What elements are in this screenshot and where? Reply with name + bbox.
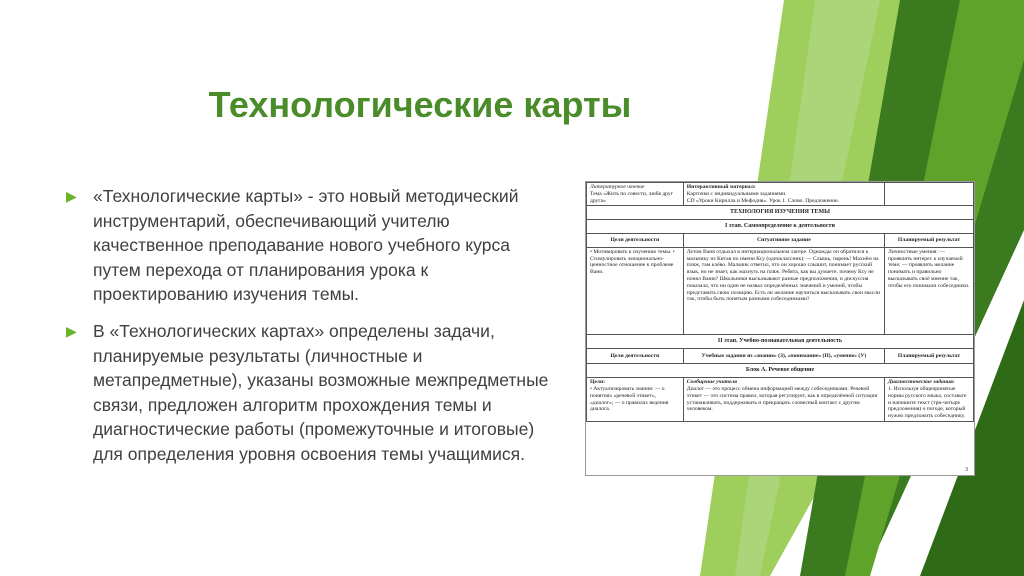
doc-s2-diag-title: Диагностические задания: — [887, 379, 955, 386]
document-header-table — [586, 182, 974, 422]
doc-s2-comm-text: Диалог — это процесс обмена информацией между собеседниками. Речевой этикет — это система правил, которая регулирует, как в определённой ситуации устанавливать, поддерживать и прекращать словесный контакт с другим человеком. — [686, 385, 878, 413]
bullet-text: «Технологические карты» - это новый методический инструментарий, обеспечивающий учителю качественное преподавание нового учебного курса путем перехода от планирования урока к проектированию изучения темы. — [93, 186, 519, 305]
doc-col2-task: Учебные задания из «знание» (З), «понимание» (П), «умение» (У) — [683, 348, 884, 364]
doc-stage-1: I этап. Самоопределение к деятельности — [587, 220, 974, 234]
doc-s2-goals-title: Цели: — [590, 379, 606, 386]
doc-s2-goals — [587, 378, 684, 422]
bullet-item — [66, 319, 556, 467]
doc-s1-goals: • Мотивировать к изучению темы. • Стимулировать эмоционально-ценностное отношение к проблеме Вани. — [587, 247, 684, 334]
doc-materials-1: Карточки с индивидуальными заданиями. — [686, 190, 787, 197]
bullet-text: В «Технологических картах» определены задачи, планируемые результаты (личностные и метапредметные), указаны возможные межпредметные связи, предложен алгоритм прохождения темы и диагностические работы (промежуточные и итоговые) для определения уровня освоения темы учащимися. — [93, 320, 549, 464]
triangle-bullet-icon: ▶ — [66, 188, 77, 204]
doc-page-number: 3 — [965, 467, 968, 473]
doc-s2-comm-title: Сообщение учителя — [686, 379, 738, 386]
doc-col-task: Ситуативное задание — [683, 233, 884, 247]
doc-materials-cell — [683, 183, 884, 206]
doc-stage-2: II этап. Учебно-познавательная деятельность — [587, 334, 974, 348]
doc-col2-result: Планируемый результат — [884, 348, 973, 364]
doc-s2-comm — [683, 378, 884, 422]
doc-materials-2: CD «Уроки Кирилла и Мефодия». Урок 1. Слово. Предложение. — [686, 197, 839, 204]
doc-topic: Тема «Жить по совести, любя друг друга» — [590, 190, 673, 204]
doc-col-result: Планируемый результат — [884, 233, 973, 247]
bullet-list — [66, 184, 556, 479]
doc-block-a: Блок А. Речевое общение — [587, 364, 974, 378]
doc-col2-goals: Цели деятельности — [587, 348, 684, 364]
bullet-item — [66, 184, 556, 307]
doc-s2-diag — [884, 378, 973, 422]
slide-title: Технологические карты — [208, 84, 632, 125]
doc-empty-cell — [884, 183, 973, 206]
triangle-bullet-icon: ▶ — [66, 322, 77, 339]
doc-heading: ТЕХНОЛОГИЯ ИЗУЧЕНИЯ ТЕМЫ — [587, 206, 974, 220]
doc-s2-goals-text: • Актуализировать знания: — о понятиях «речевой этикет», «диалог»; — о правилах ведения диалога. — [590, 385, 669, 413]
doc-subject: Литературное чтение — [590, 184, 645, 190]
doc-s1-task: Летом Ваня отдыхал в интернациональном лагере. Однажды он обратился к мальчику из Китая по имени Ксу (одноклассник): — Слышь, парень! Махнём на пляж, там клёво. Мальчик ответил, что он хорошо слышит, понимает русский язык, но не знает, как махнуть на пляж. Ребята, как вы думаете, почему Ксу не понял Ваню? Школьники высказывают разные предположения, и дискуссия показала, что ни один не назвал определённых значений и умений, чтобы представить свою позицию. Есть ли желание научиться высказывать свои мысли так, чтобы быть понятым разными собеседниками? — [683, 247, 884, 334]
doc-s2-diag-text: 1. Используя общепринятые нормы русского языка, составьте и напишите текст (три-четыре предложения) о погоде, который нужно предложить собеседнику. — [887, 385, 967, 420]
technological-map-document-image — [585, 181, 975, 476]
doc-col-goals: Цели деятельности — [587, 233, 684, 247]
doc-materials-title: Интерактивный материал: — [686, 184, 756, 190]
doc-subject-cell — [587, 183, 684, 206]
doc-s1-result: Личностные умения: — проявлять интерес к изучаемой теме; — проявлять желание понимать и правильно высказывать своё мнение так, чтобы его понимали собеседники. — [884, 247, 973, 334]
